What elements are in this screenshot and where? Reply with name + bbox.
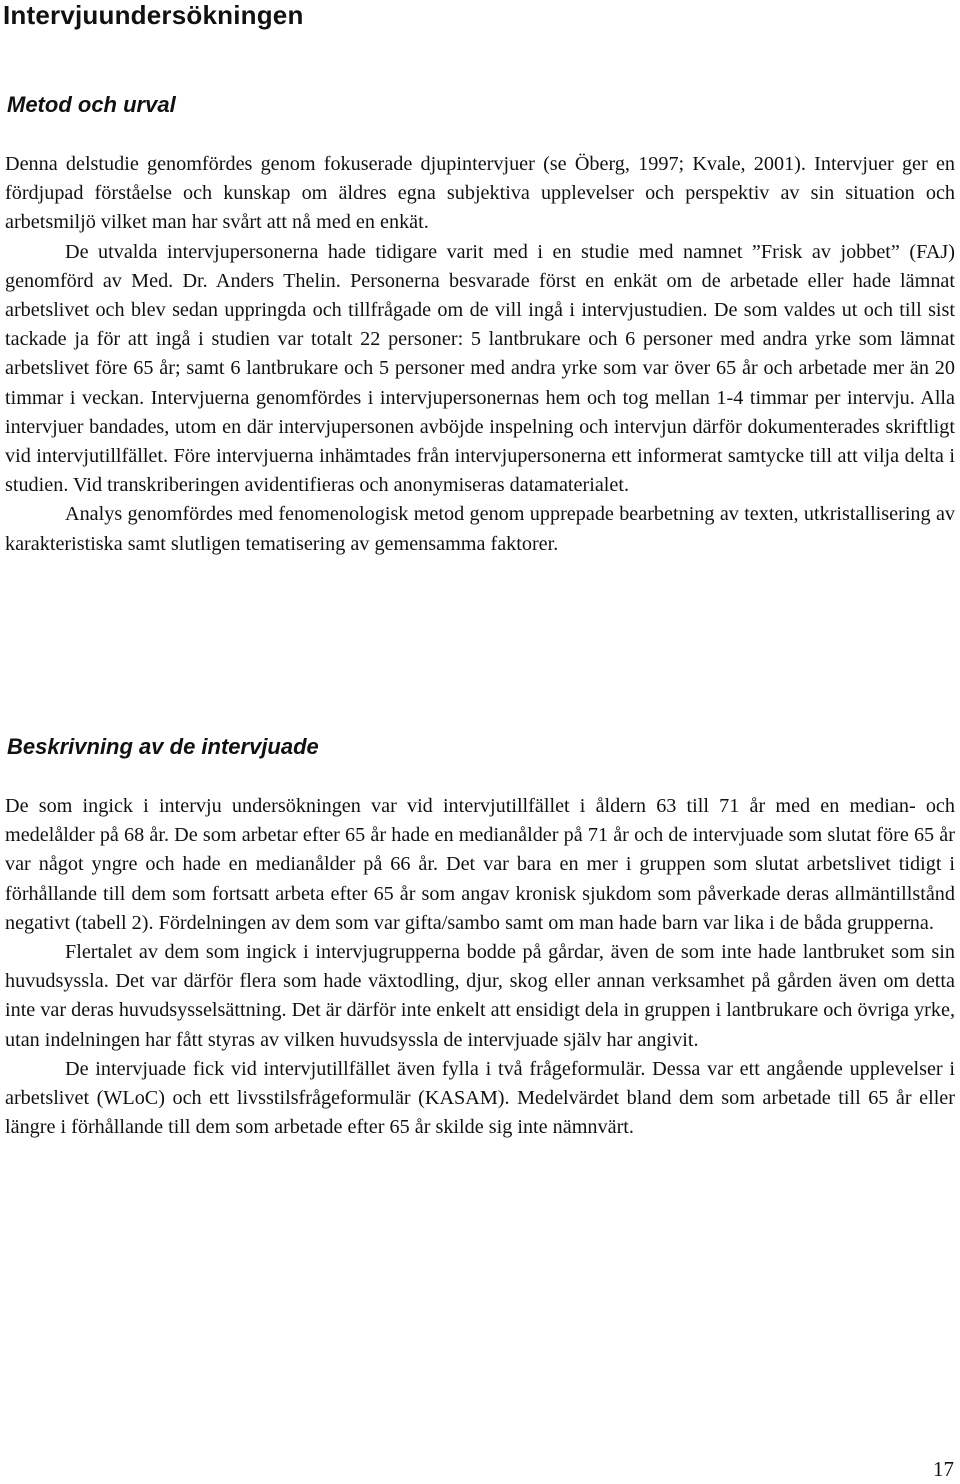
paragraph: Denna delstudie genomfördes genom fokuserade djupintervjuer (se Öberg, 1997; Kvale, 2001). Intervjuer ger en fördjupad förståelse och kunskap om äldres egna subjektiva upplevelser och perspektiv av sin situation och arbetsmiljö vilket man har svårt att nå med en enkät. <box>5 153 955 234</box>
paragraph: De utvalda intervjupersonerna hade tidigare varit med i en studie med namnet ”Frisk av jobbet” (FAJ) genomförd av Med. Dr. Anders Thelin. Personerna besvarade först en enkät om de arbetade eller hade lämnat arbetslivet och blev sedan uppringda och tillfrågade om de vill ingå i intervjustudien. De som valdes ut och till sist tackade ja för att ingå i studien var totalt 22 personer: 5 lantbrukare och 6 personer med andra yrke som lämnat arbetslivet före 65 år; samt 6 lantbrukare och 5 personer med andra yrke som var över 65 år och arbetade mer än 20 timmar i veckan. Intervjuerna genomfördes i intervjupersonernas hem och tog mellan 1-4 timmar per intervju. Alla intervjuer bandades, utom en där intervjupersonen avböjde inspelning och intervjun därför dokumenterades skriftligt vid intervjutillfället. Före intervjuerna inhämtades från intervjupersonerna ett informerat samtycke till att vilja delta i studien. Vid transkriberingen avidentifieras och anonymiseras datamaterialet. <box>5 240 955 497</box>
section-heading-beskrivning: Beskrivning av de intervjuade <box>7 734 319 759</box>
paragraph: De som ingick i intervju undersökningen var vid intervjutillfället i åldern 63 till 71 år med en median- och medelålder på 68 år. De som arbetar efter 65 år hade en medianålder på 71 år och de intervjuade som slutat före 65 år var något yngre och hade en medianålder på 66 år. Det var bara en mer i gruppen som slutat arbetslivet tidigt i förhållande till dem som fortsatt arbeta efter 65 år som angav kronisk sjukdom som påverkade deras allmäntillstånd negativt (tabell 2). Fördelningen av dem som var gifta/sambo samt om man hade barn var lika i de båda grupperna. <box>5 795 955 934</box>
paragraph: Analys genomfördes med fenomenologisk metod genom upprepade bearbetning av texten, utkristallisering av karakteristiska samt slutligen tematisering av gemensamma faktorer. <box>5 503 955 555</box>
section-heading-metod-och-urval: Metod och urval <box>7 92 176 117</box>
page-number: 17 <box>933 1457 954 1481</box>
paragraph: De intervjuade fick vid intervjutillfället även fylla i två frågeformulär. Dessa var ett angående upplevelser i arbetslivet (WLoC) och ett livsstilsfrågeformulär (KASAM). Medelvärdet bland dem som arbetade till 65 år eller längre i förhållande till dem som arbetade efter 65 år skilde sig inte nämnvärt. <box>5 1057 955 1139</box>
paragraph: Flertalet av dem som ingick i intervjugrupperna bodde på gårdar, även de som inte hade lantbruket som sin huvudsyssla. Det var därför flera som hade växtodling, djur, skog eller annan verksamhet på gården även om detta inte var deras huvudsysselsättning. Det är därför inte enkelt att ensidigt dela in gruppen i lantbrukare och övriga yrke, utan indelningen har fått styras av vilken huvudsyssla de intervjuade själv har angivit. <box>5 941 955 1051</box>
section-body-metod-och-urval <box>5 150 955 559</box>
page-title: Intervjuundersökningen <box>3 0 304 30</box>
section-body-beskrivning <box>5 792 955 1142</box>
